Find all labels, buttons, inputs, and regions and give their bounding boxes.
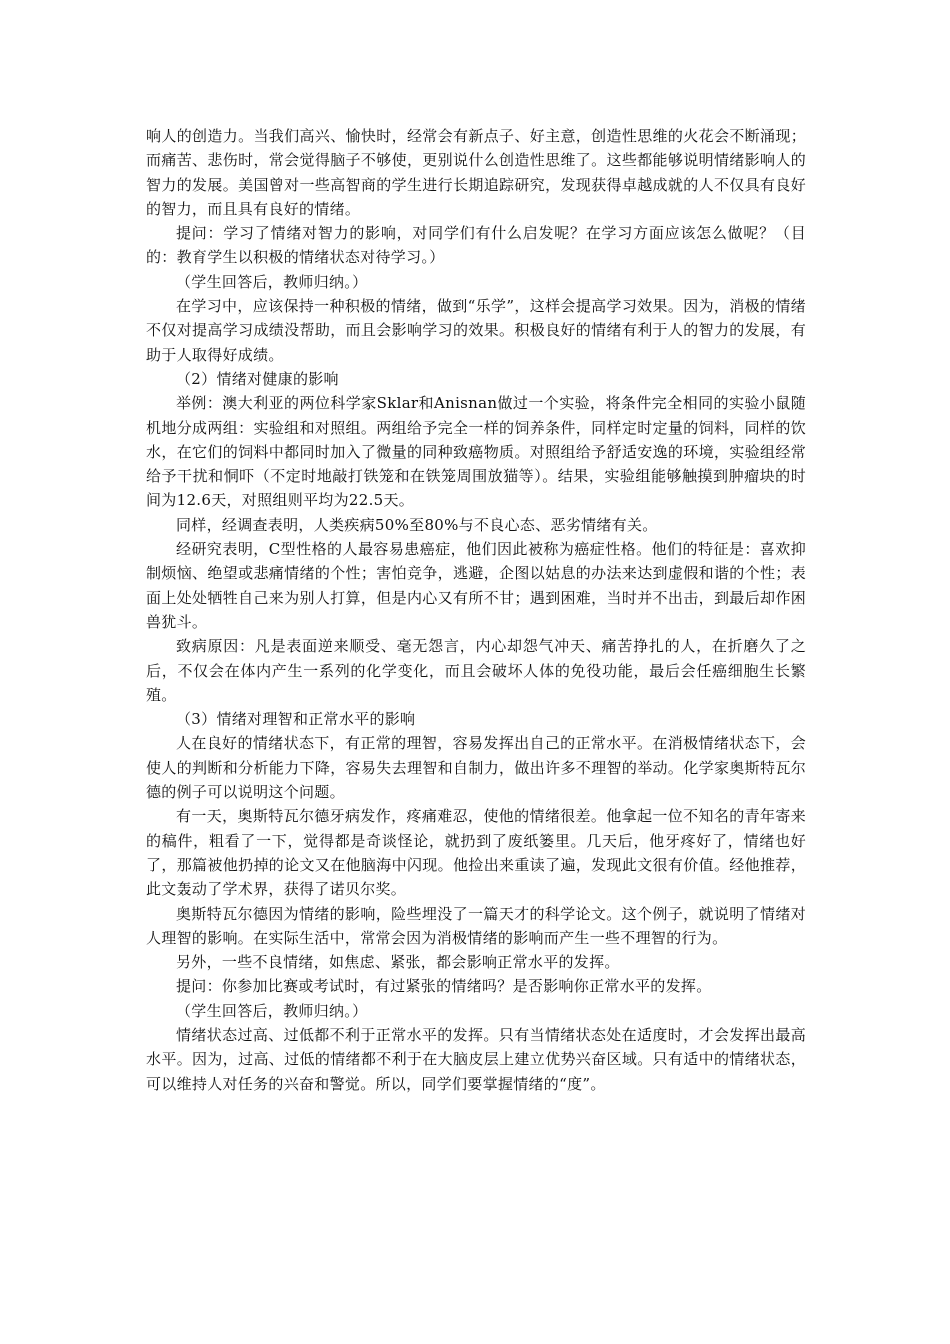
paragraph-anxiety: 另外，一些不良情绪，如焦虑、紧张，都会影响正常水平的发挥。 xyxy=(176,953,620,972)
paragraph-teacher-summary: （学生回答后，教师归纳。） xyxy=(176,272,368,291)
paragraph-ostwald-conclusion: 奥斯特瓦尔德因为情绪的影响，险些埋没了一篇天才的科学论文。这个例子，就说明了情绪对人理智的影响。在实际生活中，常常会因为消极情绪的影响而产生一些不理智的行为。 xyxy=(146,904,806,947)
document-page xyxy=(146,124,806,1096)
paragraph-cause-of-disease: 致病原因：凡是表面逆来顺受、毫无怨言，内心却怨气冲天、痛苦挣扎的人，在折磨久了之后，不仅会在体内产生一系列的化学变化，而且会破坏人体的免役功能，最后会任癌细胞生长繁殖。 xyxy=(146,637,806,704)
paragraph-question-study: 提问：学习了情绪对智力的影响，对同学们有什么启发呢？在学习方面应该怎么做呢？（目的：教育学生以积极的情绪状态对待学习。） xyxy=(146,224,806,267)
paragraph-teacher-summary-2: （学生回答后，教师归纳。） xyxy=(176,1001,368,1020)
paragraph-mouse-experiment: 举例：澳大利亚的两位科学家Sklar和Anisnan做过一个实验，将条件完全相同的实验小鼠随机地分成两组：实验组和对照组。两组给予完全一样的饲养条件，同样定时定量的饲料，同样的饮水，在它们的饲料中都同时加入了微量的同种致癌物质。对照组给予舒适安逸的环境，实验组经常给予干扰和恫吓（不定时地敲打铁笼和在铁笼周围放猫等）。结果，实验组能够触摸到肿瘤块的时间为12.6天，对照组则平均为22.5天。 xyxy=(146,394,806,510)
section-heading-health: （2）情绪对健康的影响 xyxy=(176,369,339,388)
paragraph-type-c-personality: 经研究表明，C型性格的人最容易患癌症，他们因此被称为癌症性格。他们的特征是：喜欢抑制烦恼、绝望或悲痛情绪的个性；害怕竞争，逃避，企图以姑息的办法来达到虚假和谐的个性；表面上处处牺牲自己来为别人打算，但是内心又有所不甘；遇到困难，当时并不出击，到最后却作困兽犹斗。 xyxy=(146,540,806,631)
paragraph-optimal-emotion: 情绪状态过高、过低都不利于正常水平的发挥。只有当情绪状态处在适度时，才会发挥出最高水平。因为，过高、过低的情绪都不利于在大脑皮层上建立优势兴奋区域。只有适中的情绪状态，可以维持人对任务的兴奋和警觉。所以，同学们要掌握情绪的“度”。 xyxy=(146,1025,806,1093)
paragraph-creativity: 响人的创造力。当我们高兴、愉快时，经常会有新点子、好主意，创造性思维的火花会不断涌现；而痛苦、悲伤时，常会觉得脑子不够使，更别说什么创造性思维了。这些都能够说明情绪影响人的智力的发展。美国曾对一些高智商的学生进行长期追踪研究，发现获得卓越成就的人不仅具有良好的智力，而且具有良好的情绪。 xyxy=(146,127,806,218)
paragraph-ostwald-story: 有一天，奥斯特瓦尔德牙病发作，疼痛难忍，使他的情绪很差。他拿起一位不知名的青年寄来的稿件，粗看了一下，觉得都是奇谈怪论，就扔到了废纸篓里。几天后，他牙疼好了，情绪也好了，那篇被他扔掉的论文又在他脑海中闪现。他捡出来重读了遍，发现此文很有价值。经他推荐，此文轰动了学术界，获得了诺贝尔奖。 xyxy=(146,807,806,899)
paragraph-good-emotion-reason: 人在良好的情绪状态下，有正常的理智，容易发挥出自己的正常水平。在消极情绪状态下，会使人的判断和分析能力下降，容易失去理智和自制力，做出许多不理智的举动。化学家奥斯特瓦尔德的例子可以说明这个问题。 xyxy=(146,734,806,802)
paragraph-disease-statistics: 同样，经调查表明，人类疾病50%至80%与不良心态、恶劣情绪有关。 xyxy=(176,515,658,534)
paragraph-positive-learning: 在学习中，应该保持一种积极的情绪，做到“乐学”，这样会提高学习效果。因为，消极的情绪不仅对提高学习成绩没帮助，而且会影响学习的效果。积极良好的情绪有利于人的智力的发展，有助于人取得好成绩。 xyxy=(146,297,806,364)
section-heading-reason: （3）情绪对理智和正常水平的影响 xyxy=(176,710,416,729)
paragraph-question-exam: 提问：你参加比赛或考试时，有过紧张的情绪吗？是否影响你正常水平的发挥。 xyxy=(176,977,712,996)
